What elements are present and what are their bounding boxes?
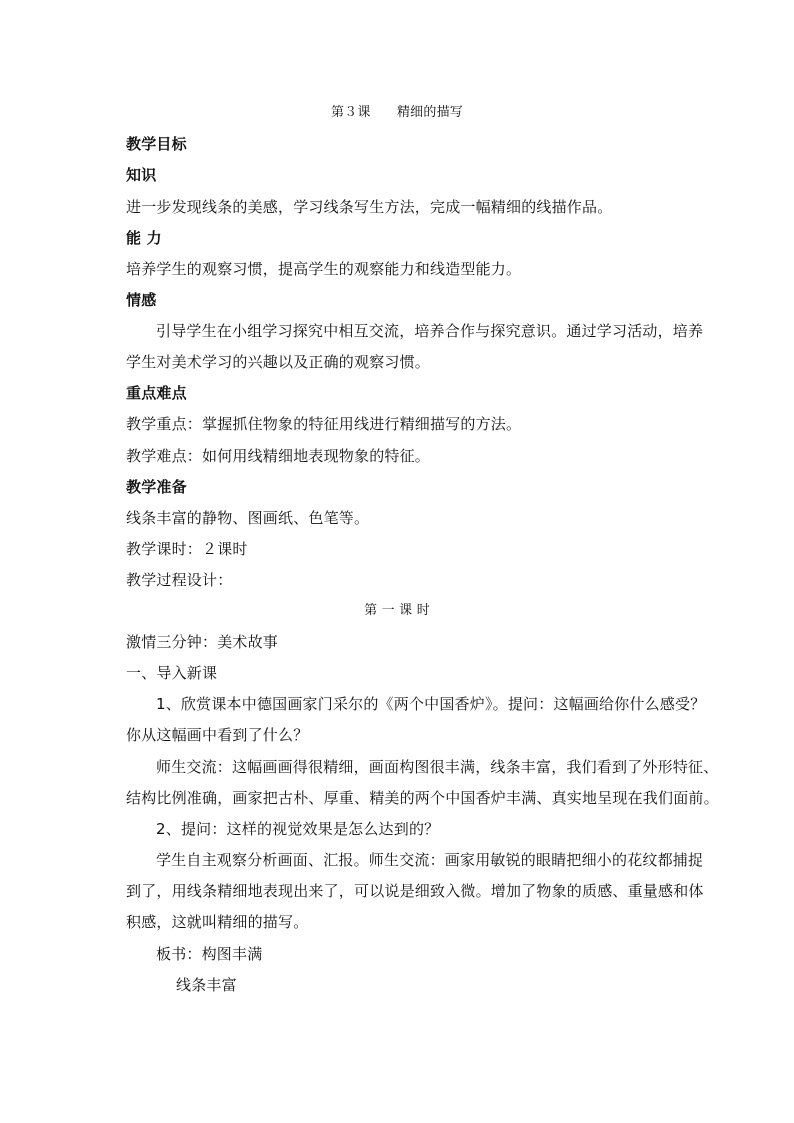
emotion-text-line-1: 引导学生在小组学习探究中相互交流，培养合作与探究意识。通过学习活动，培养 bbox=[156, 322, 704, 340]
paragraph-1-line-2: 你从这幅画中看到了什么？ bbox=[126, 726, 309, 744]
hours-text: 教学课时：２课时 bbox=[126, 540, 248, 558]
keypoint-text: 教学重点：掌握抓住物象的特征用线进行精细描写的方法。 bbox=[126, 415, 522, 433]
paragraph-3: 2、提问：这样的视觉效果是怎么达到的？ bbox=[156, 820, 440, 838]
paragraph-1-line-1: 1、欣赏课本中德国画家门采尔的《两个中国香炉》。提问：这幅画给你什么感受？ bbox=[156, 695, 706, 713]
knowledge-text: 进一步发现线条的美感，学习线条写生方法，完成一幅精细的线描作品。 bbox=[126, 198, 613, 216]
prep-heading: 教学准备 bbox=[126, 478, 187, 496]
board-line-1: 板书：构图丰满 bbox=[156, 945, 263, 963]
paragraph-4-line-2: 到了，用线条精细地表现出来了，可以说是细致入微。增加了物象的质感、重量感和体 bbox=[126, 882, 704, 900]
goals-heading: 教学目标 bbox=[126, 135, 187, 153]
paragraph-4-line-3: 积感，这就叫精细的描写。 bbox=[126, 913, 309, 931]
keypoints-heading: 重点难点 bbox=[126, 384, 187, 402]
emotion-text-line-2: 学生对美术学习的兴趣以及正确的观察习惯。 bbox=[126, 353, 431, 371]
ability-text: 培养学生的观察习惯，提高学生的观察能力和线造型能力。 bbox=[126, 260, 522, 278]
board-line-2: 线条丰富 bbox=[176, 976, 237, 994]
warmup-text: 激情三分钟：美术故事 bbox=[126, 633, 279, 651]
emotion-heading: 情感 bbox=[126, 291, 157, 309]
design-text: 教学过程设计： bbox=[126, 571, 233, 589]
difficulty-text: 教学难点：如何用线精细地表现物象的特征。 bbox=[126, 447, 431, 465]
page-title: 第３课 精细的描写 bbox=[330, 105, 463, 120]
paragraph-2-line-2: 结构比例准确，画家把古朴、厚重、精美的两个中国香炉丰满、真实地呈现在我们面前。 bbox=[126, 789, 719, 807]
prep-text: 线条丰富的静物、图画纸、色笔等。 bbox=[126, 509, 370, 527]
paragraph-2-line-1: 师生交流：这幅画画得很精细，画面构图很丰满，线条丰富，我们看到了外形特征、 bbox=[156, 758, 719, 776]
ability-heading: 能 力 bbox=[126, 229, 162, 247]
paragraph-4-line-1: 学生自主观察分析画面、汇报。师生交流：画家用敏锐的眼睛把细小的花纹都捕捉 bbox=[156, 851, 704, 869]
knowledge-heading: 知识 bbox=[126, 166, 157, 184]
lesson-heading: 第 一 课 时 bbox=[364, 603, 430, 618]
intro-heading: 一、导入新课 bbox=[126, 664, 218, 682]
